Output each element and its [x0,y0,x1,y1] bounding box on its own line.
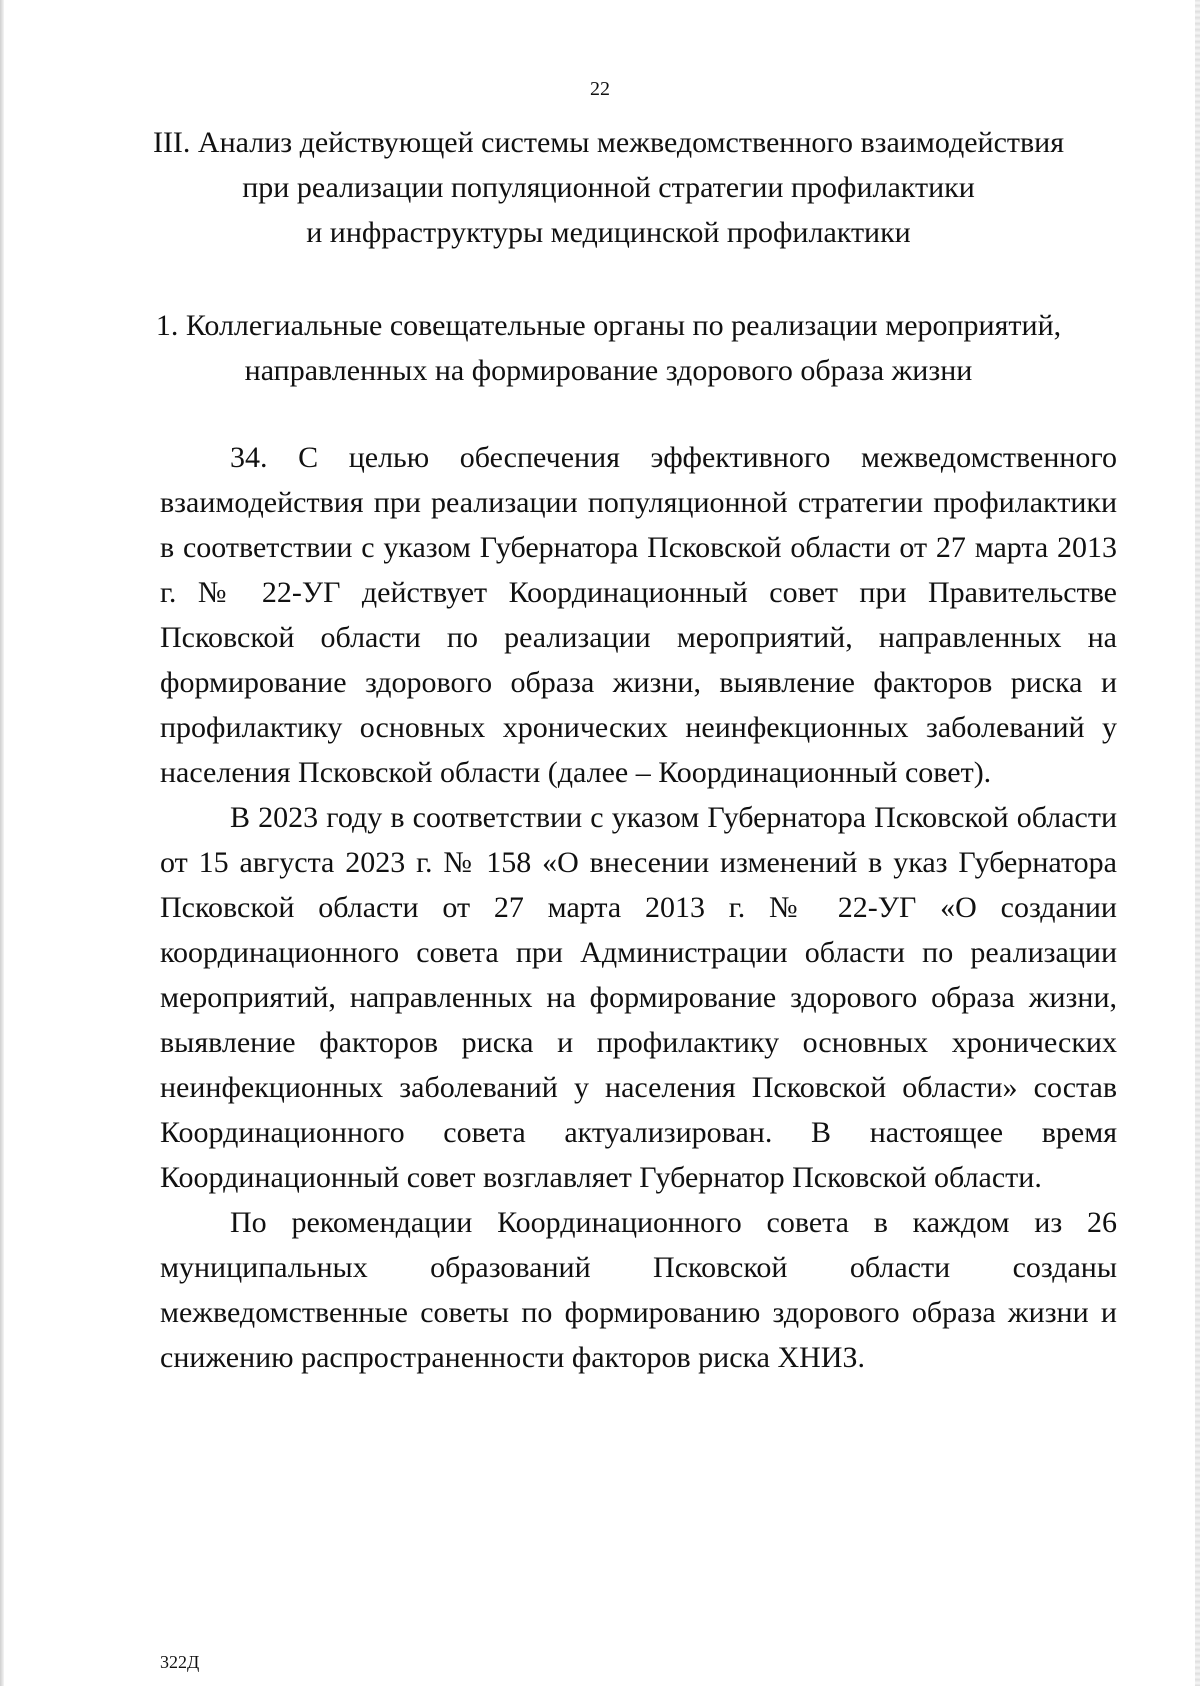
footer-document-code: 322Д [160,1652,200,1672]
paragraph: В 2023 году в соответствии с указом Губернатора Псковской области от 15 августа 2023 г. № 158 «О внесении изменений в указ Губернатора Псковской области от 27 марта 2013 г. № 22-УГ «О создании координационного совета при Администрации области по реализации мероприятий, направленных на формирование здорового образа жизни, выявление факторов риска и профилактику основных хронических неинфекционных заболеваний у населения Псковской области» состав Координационного совета актуализирован. В настоящее время Координационный совет возглавляет Губернатор Псковской области. [160,801,1117,1194]
section-title-line: и инфраструктуры медицинской профилактики [306,216,911,249]
scan-edge-right [1195,0,1200,1686]
scan-edge-left [0,0,4,1686]
body-text [160,435,1117,1380]
section-title-line: при реализации популяционной стратегии профилактики [242,171,975,204]
section-title [150,120,1067,255]
subsection-title-line: направленных на формирование здорового образа жизни [244,354,973,387]
subsection-title-line: 1. Коллегиальные совещательные органы по реализации мероприятий, [155,309,1062,342]
subsection-title [150,303,1067,393]
page-number: 22 [590,78,610,100]
paragraph: 34. С целью обеспечения эффективного межведомственного взаимодействия при реализации популяционной стратегии профилактики в соответствии с указом Губернатора Псковской области от 27 марта 2013 г. № 22-УГ действует Координационный совет при Правительстве Псковской области по реализации мероприятий, направленных на формирование здорового образа жизни, выявление факторов риска и профилактику основных хронических неинфекционных заболеваний у населения Псковской области (далее – Координационный совет). [160,441,1117,789]
paragraph: По рекомендации Координационного совета в каждом из 26 муниципальных образований Псковской области созданы межведомственные советы по формированию здорового образа жизни и снижению распространенности факторов риска ХНИЗ. [160,1206,1117,1374]
section-title-line: III. Анализ действующей системы межведомственного взаимодействия [152,126,1065,159]
